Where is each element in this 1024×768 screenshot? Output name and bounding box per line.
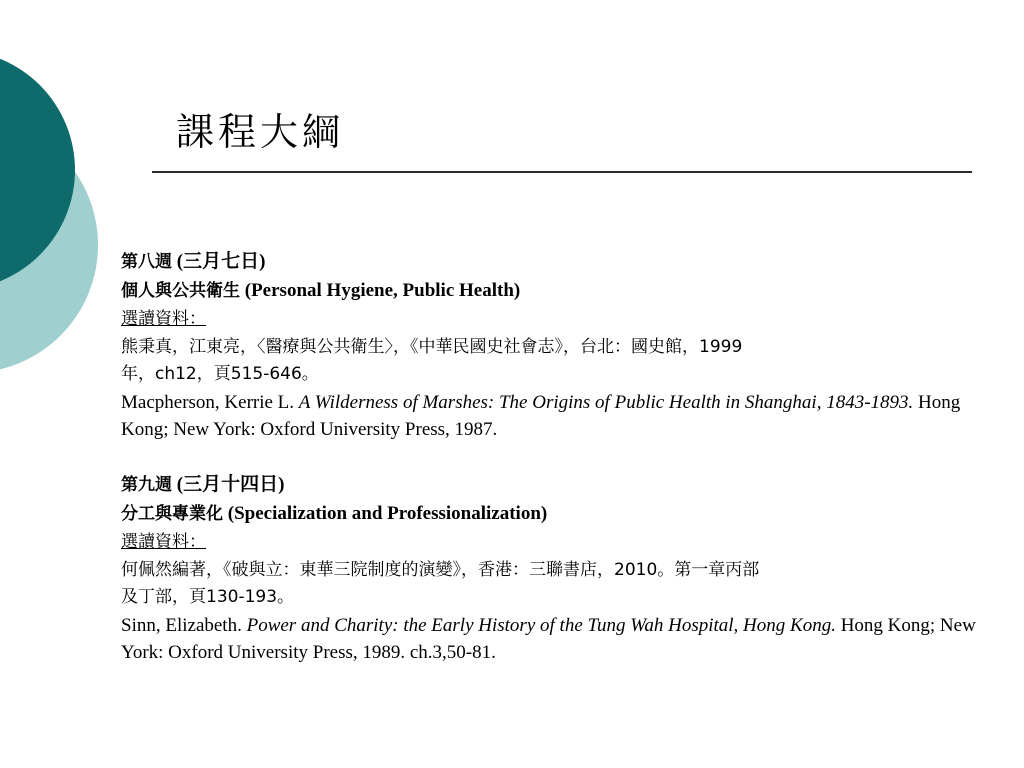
week-topic [121,500,996,529]
topic-english: (Personal Hygiene, Public Health) [244,279,521,301]
week-topic [121,277,996,306]
slide-title: 課程大綱 [176,110,345,154]
reading-en [121,389,996,444]
week-9-block [121,471,996,667]
reading-label-line [121,528,996,557]
week-date: (三月十四日) [176,474,285,495]
reading-publisher: Hong Kong; New York: Oxford University Press, 1989. ch.3,50-81. [121,614,976,663]
title-underline-rule [152,171,972,173]
reading-en [121,612,996,667]
reading-author: Macpherson, Kerrie L. [121,391,299,413]
decorative-circles [0,0,140,420]
reading-publisher: Hong Kong; New York: Oxford University Press, 1987. [121,391,961,440]
reading-zh-line1: 熊秉真，江東亮，〈醫療與公共衛生〉，《中華民國史社會志》，台北：國史館，1999 [121,336,743,357]
reading-zh-line2: 年，ch12，頁515-646。 [121,364,319,384]
week-date: (三月七日) [176,251,266,272]
reading-zh-line1: 何佩然編著，《破與立：東華三院制度的演變》，香港：三聯書店，2010。第一章丙部 [121,559,760,580]
week-heading [121,471,996,500]
week-number: 第九週 [121,475,172,495]
topic-english: (Specialization and Professionalization) [227,502,548,524]
week-8-block [121,248,996,444]
topic-chinese: 分工與專業化 [121,503,223,524]
week-heading [121,248,996,277]
week-number: 第八週 [121,252,172,272]
reading-label: 選讀資料： [121,532,206,552]
syllabus-content [121,248,996,694]
reading-book-title: Power and Charity: the Early History of the Tung Wah Hospital, Hong Kong. [246,614,836,636]
topic-chinese: 個人與公共衛生 [121,280,240,301]
reading-book-title: A Wilderness of Marshes: The Origins of Public Health in Shanghai, 1843-1893. [298,391,914,413]
reading-label: 選讀資料： [121,309,206,329]
reading-label-line [121,305,996,334]
reading-zh-line2: 及丁部，頁130-193。 [121,587,295,607]
reading-author: Sinn, Elizabeth. [121,614,247,636]
